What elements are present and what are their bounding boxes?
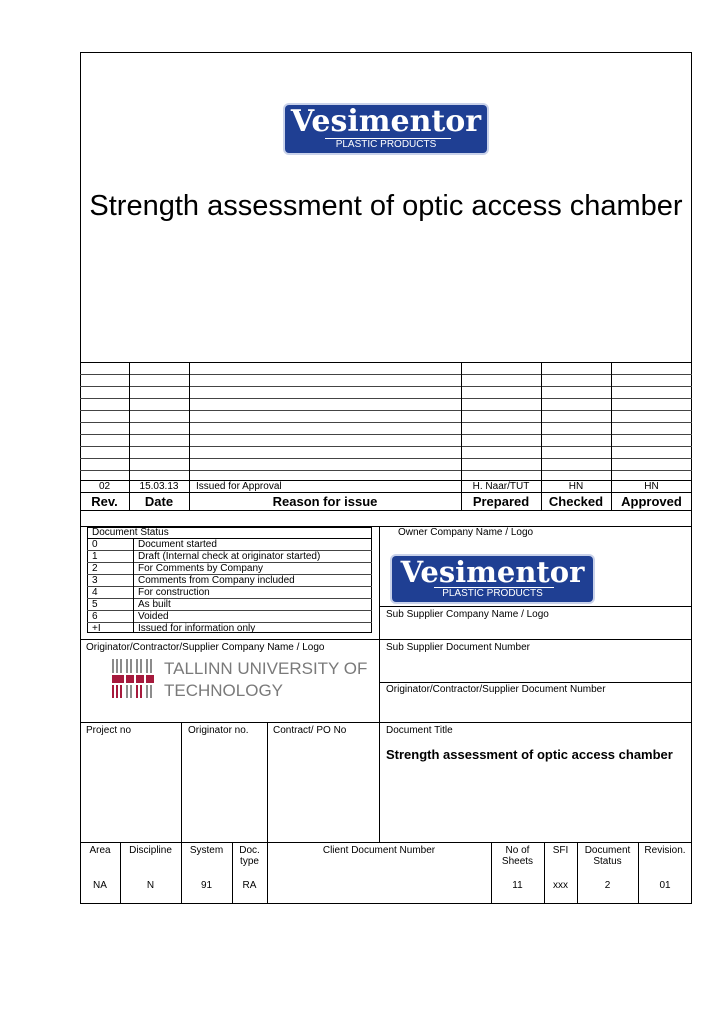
status-code: 6 bbox=[92, 611, 98, 622]
discipline-label: Discipline bbox=[129, 845, 172, 856]
checked-header: Checked bbox=[548, 494, 604, 509]
rev-header: Rev. bbox=[91, 494, 118, 509]
owner-company-label: Owner Company Name / Logo bbox=[398, 527, 534, 538]
originator-label: Originator/Contractor/Supplier Company Name / Logo bbox=[86, 642, 325, 653]
tut-logo-line2: TECHNOLOGY bbox=[164, 681, 284, 700]
status-code: 5 bbox=[92, 599, 98, 610]
status-code: 1 bbox=[92, 551, 98, 562]
checked-cell: HN bbox=[568, 481, 584, 492]
vesimentor-logo-top bbox=[285, 105, 487, 153]
doctype-label-1: Doc. bbox=[239, 845, 260, 856]
page-title: Strength assessment of optic access chamber bbox=[89, 190, 683, 222]
page-frame bbox=[80, 52, 692, 904]
doctype-label-2: type bbox=[240, 856, 259, 867]
vesimentor-logo-owner bbox=[392, 556, 593, 602]
logo-tagline: PLASTIC PRODUCTS bbox=[442, 588, 543, 599]
rev-cell: 02 bbox=[98, 481, 111, 492]
status-label: Document started bbox=[138, 539, 217, 550]
system-label: System bbox=[189, 845, 224, 856]
sheets-label-2: Sheets bbox=[501, 856, 534, 867]
sub-supplier-label: Sub Supplier Company Name / Logo bbox=[386, 609, 549, 620]
originator-no-label: Originator no. bbox=[188, 725, 249, 736]
project-no-label: Project no bbox=[86, 725, 132, 736]
client-doc-label: Client Document Number bbox=[322, 845, 436, 856]
revision-label: Revision. bbox=[644, 845, 686, 856]
prepared-header: Prepared bbox=[472, 494, 530, 509]
date-cell: 15.03.13 bbox=[139, 481, 179, 492]
area-value: NA bbox=[93, 880, 107, 891]
document-status-title: Document Status bbox=[92, 527, 169, 538]
date-header: Date bbox=[144, 494, 174, 509]
sub-supplier-doc-label: Sub Supplier Document Number bbox=[386, 642, 530, 653]
logo-tagline: PLASTIC PRODUCTS bbox=[335, 139, 437, 150]
area-label: Area bbox=[89, 845, 111, 856]
status-label: Comments from Company included bbox=[138, 575, 295, 586]
status-label: Issued for information only bbox=[138, 623, 256, 634]
document-title: Strength assessment of optic access chamber bbox=[386, 747, 673, 762]
status-label: As built bbox=[138, 599, 171, 610]
logo-wordmark: Vesimentor bbox=[290, 104, 482, 139]
status-label: For construction bbox=[138, 587, 210, 598]
reason-header: Reason for issue bbox=[272, 494, 378, 509]
doctype-value: RA bbox=[242, 880, 257, 891]
sheets-label-1: No of bbox=[505, 845, 530, 856]
status-value: 2 bbox=[604, 880, 611, 891]
status-label: Voided bbox=[138, 611, 169, 622]
sfi-value: xxx bbox=[553, 880, 568, 891]
status-code: 3 bbox=[92, 575, 98, 586]
tut-logo-line1: TALLINN UNIVERSITY OF bbox=[164, 659, 368, 678]
status-label-2: Status bbox=[593, 856, 622, 867]
status-code: 2 bbox=[92, 563, 98, 574]
originator-doc-label: Originator/Contractor/Supplier Document Number bbox=[386, 684, 606, 695]
reason-cell: Issued for Approval bbox=[196, 481, 282, 492]
document-title-label: Document Title bbox=[386, 725, 453, 736]
logo-wordmark: Vesimentor bbox=[400, 555, 585, 589]
revision-value: 01 bbox=[659, 880, 671, 891]
tut-logo-mark bbox=[112, 659, 154, 699]
status-label-1: Document bbox=[584, 845, 631, 856]
sheets-value: 11 bbox=[512, 880, 523, 891]
status-code: 0 bbox=[92, 539, 98, 550]
system-value: 91 bbox=[200, 880, 213, 891]
status-label: Draft (Internal check at originator started) bbox=[138, 551, 321, 562]
approved-cell: HN bbox=[644, 481, 659, 492]
status-label: For Comments by Company bbox=[138, 563, 264, 574]
sfi-label: SFI bbox=[552, 845, 569, 856]
status-code: +I bbox=[92, 623, 101, 634]
approved-header: Approved bbox=[621, 494, 682, 509]
contract-label: Contract/ PO No bbox=[273, 725, 347, 736]
status-code: 4 bbox=[92, 587, 98, 598]
discipline-value: N bbox=[146, 880, 155, 891]
prepared-cell: H. Naar/TUT bbox=[472, 481, 530, 492]
